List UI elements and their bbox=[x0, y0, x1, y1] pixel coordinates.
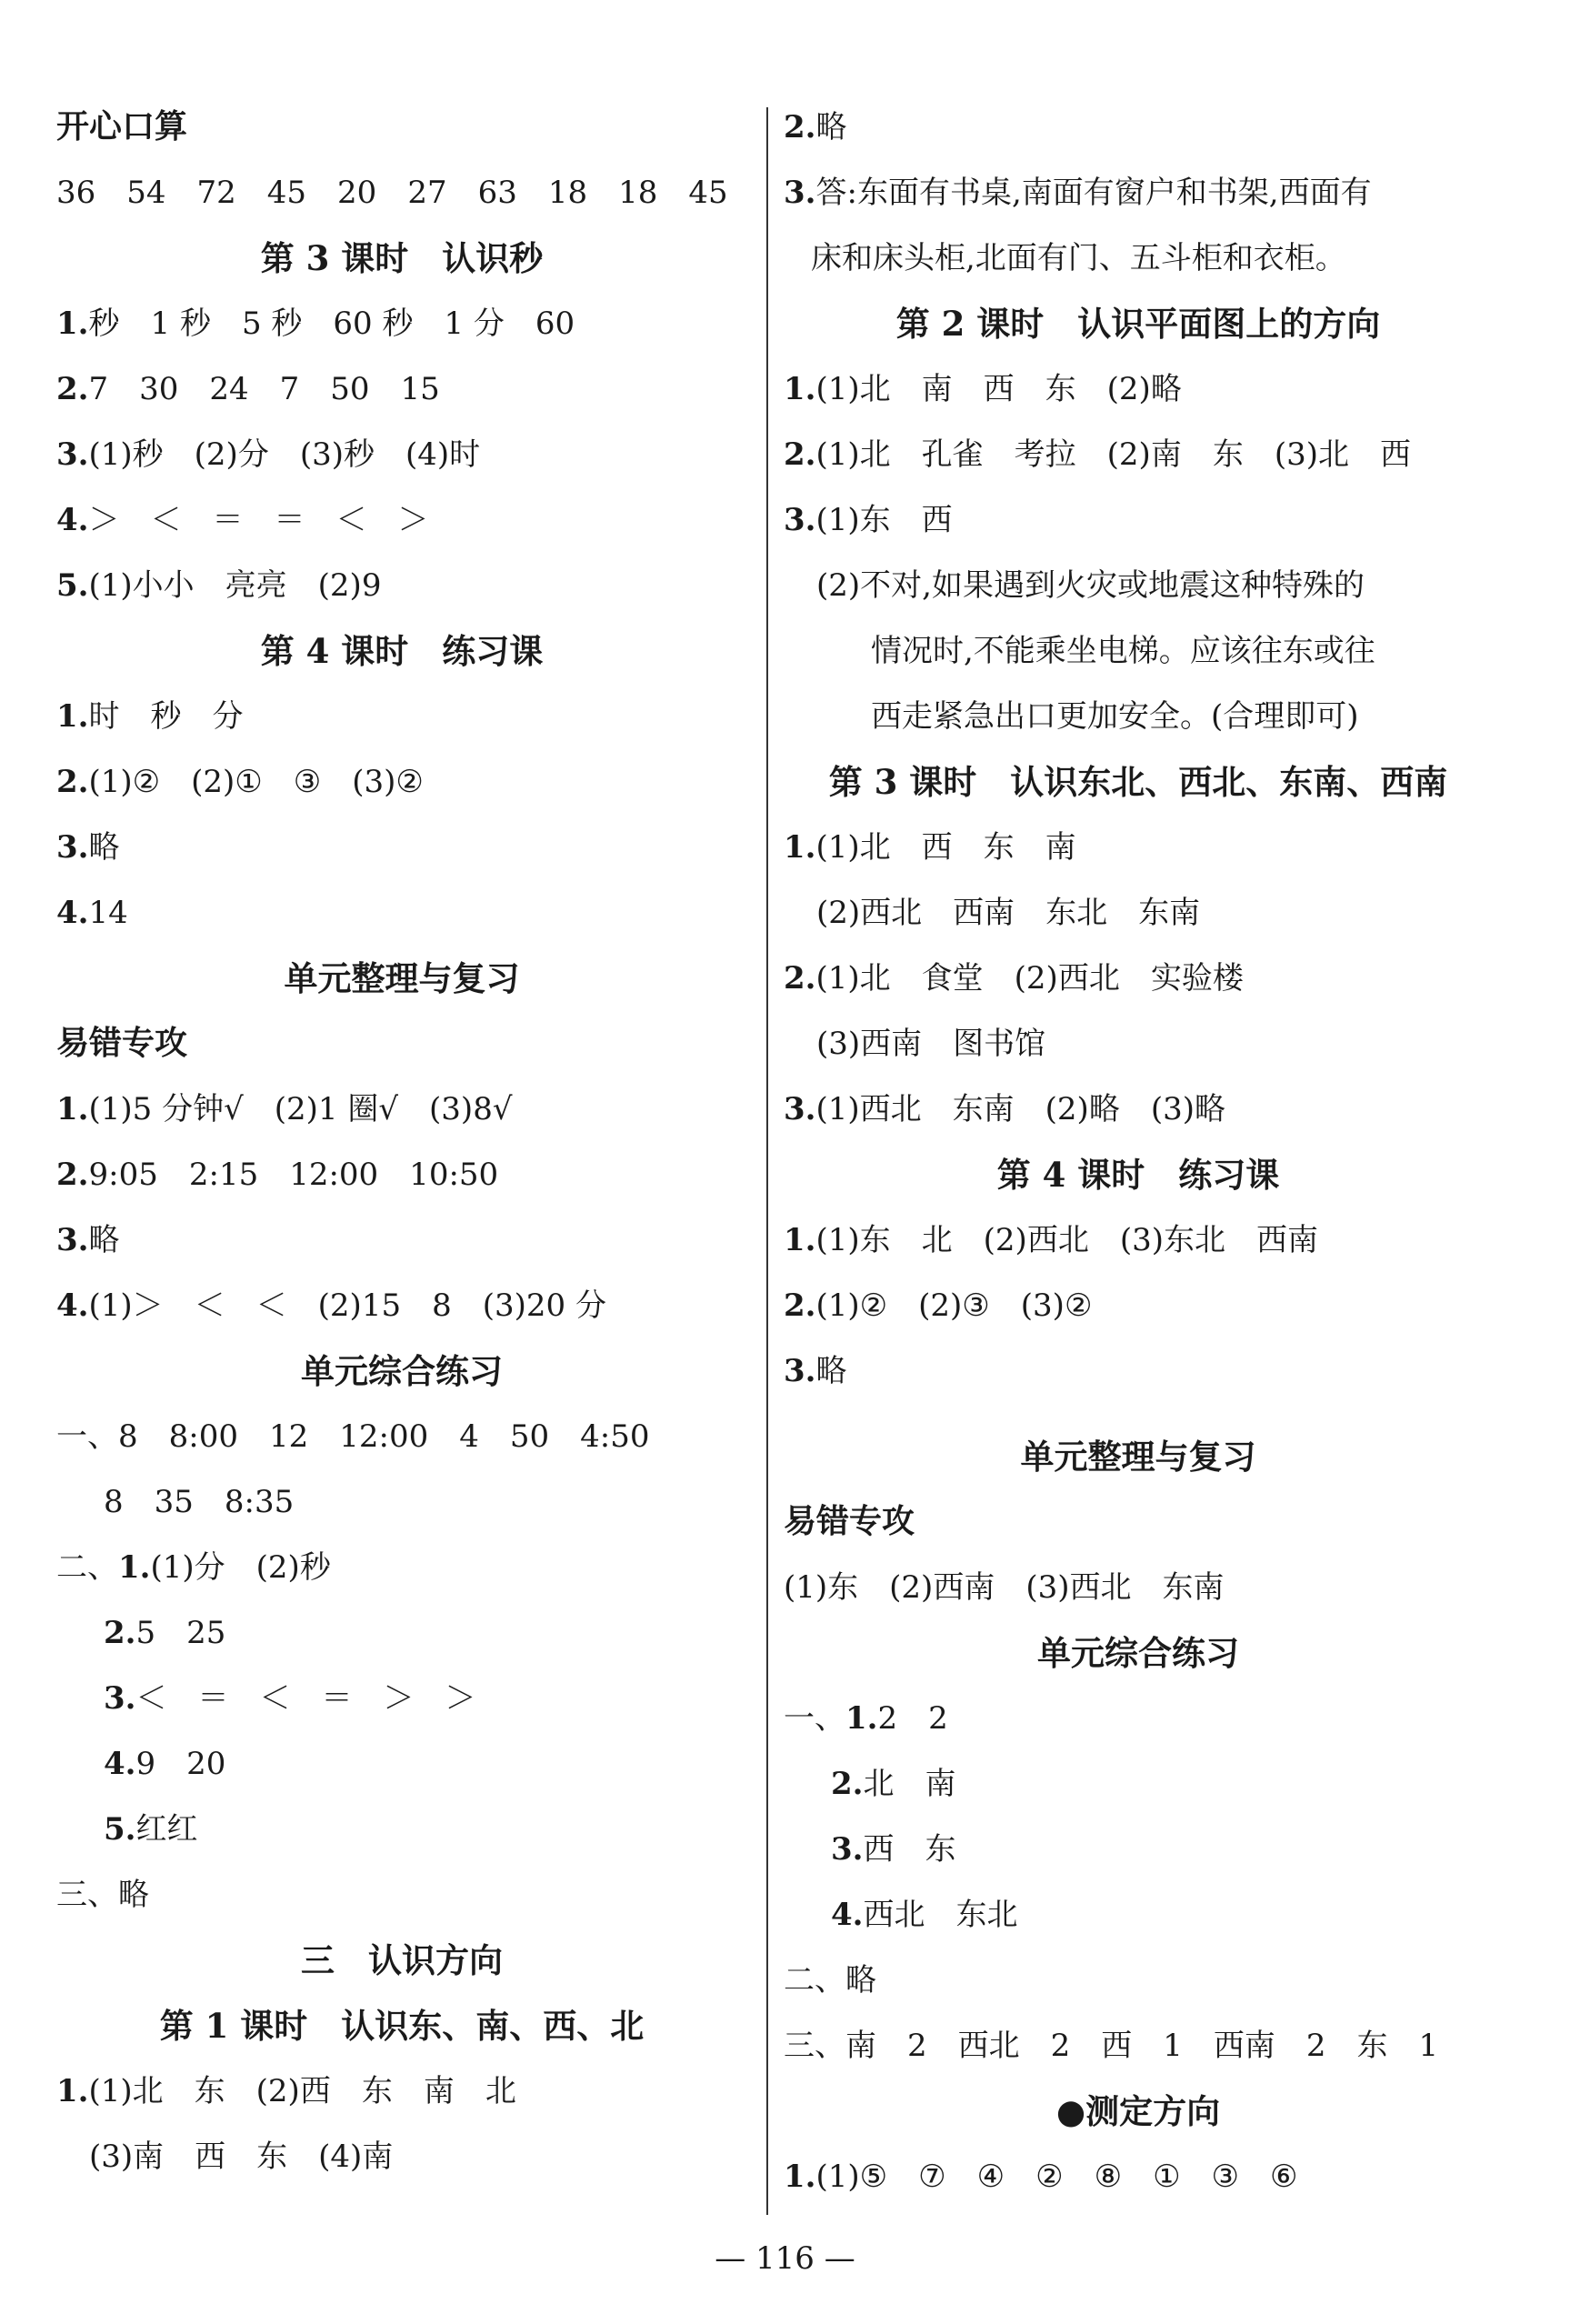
item-number: 3. bbox=[56, 829, 89, 866]
item-number: 5. bbox=[104, 1811, 136, 1848]
item-number: 4. bbox=[56, 502, 89, 538]
item-number: 4. bbox=[831, 1897, 864, 1933]
unit-heading: 单元整理与复习 bbox=[284, 958, 520, 998]
answer-line bbox=[56, 435, 480, 475]
answer-text: 西北 东北 bbox=[863, 1897, 1018, 1933]
answer-line bbox=[784, 1351, 847, 1391]
answer-line bbox=[784, 1286, 1092, 1326]
answer-text: (1)＞ ＜ ＜ (2)15 8 (3)20 分 bbox=[88, 1287, 606, 1324]
answer-text: 红红 bbox=[135, 1811, 198, 1848]
answer-text: (1)⑤ ⑦ ④ ② ⑧ ① ③ ⑥ bbox=[815, 2159, 1298, 2195]
answer-text: ＜ ＝ ＜ ＝ ＞ ＞ bbox=[135, 1680, 476, 1717]
answer-line bbox=[104, 1809, 198, 1849]
answer-text: (1)西北 东南 (2)略 (3)略 bbox=[815, 1091, 1225, 1127]
answer-text: 9:05 2:15 12:00 10:50 bbox=[88, 1157, 499, 1193]
answer-line: 8 35 8:35 bbox=[104, 1484, 295, 1520]
answer-text: 略 bbox=[88, 1222, 120, 1258]
answer-line bbox=[784, 435, 1411, 475]
answer-line bbox=[56, 304, 575, 344]
item-number: 1. bbox=[784, 829, 816, 866]
answer-text: 略 bbox=[815, 1353, 847, 1389]
answer-line bbox=[104, 1744, 225, 1784]
answer-line: 三、南 2 西北 2 西 1 西南 2 东 1 bbox=[784, 2028, 1439, 2064]
answer-line bbox=[784, 173, 1372, 213]
lesson-heading: 第 2 课时 认识平面图上的方向 bbox=[895, 304, 1381, 344]
section-title: 易错专攻 bbox=[56, 1025, 188, 1062]
answer-text: 略 bbox=[815, 109, 847, 145]
item-number: 1. bbox=[56, 1091, 89, 1127]
answer-line bbox=[784, 2157, 1298, 2197]
item-number: 2. bbox=[831, 1766, 864, 1802]
answer-line: 二、略 bbox=[784, 1962, 876, 1998]
answer-line bbox=[784, 1089, 1225, 1129]
answer-text: (1)小小 亮亮 (2)9 bbox=[88, 567, 382, 604]
answer-text: 5 25 bbox=[135, 1615, 226, 1651]
item-number: 4. bbox=[56, 1287, 89, 1324]
answer-line bbox=[104, 1613, 225, 1653]
answer-line bbox=[831, 1764, 956, 1804]
item-number: 3. bbox=[784, 1353, 816, 1389]
answer-text: 9 20 bbox=[135, 1746, 226, 1782]
item-number: 4. bbox=[104, 1746, 136, 1782]
item-number: 2. bbox=[56, 1157, 89, 1193]
item-number: 2. bbox=[784, 1287, 816, 1324]
answer-text: (1)秒 (2)分 (3)秒 (4)时 bbox=[88, 436, 481, 473]
item-number: 3. bbox=[56, 1222, 89, 1258]
answer-text: (1)② (2)① ③ (3)② bbox=[88, 764, 424, 800]
lesson-heading: 第 1 课时 认识东、南、西、北 bbox=[159, 2006, 645, 2046]
item-number: 2. bbox=[784, 960, 816, 997]
part-label: 一、 bbox=[784, 1700, 845, 1737]
item-number: 3. bbox=[784, 1091, 816, 1127]
item-number: 4. bbox=[56, 895, 89, 931]
answer-line bbox=[831, 1895, 1018, 1935]
lesson-heading: 第 3 课时 认识秒 bbox=[260, 238, 544, 278]
answer-line: 床和床头柜,北面有门、五斗柜和衣柜。 bbox=[811, 240, 1346, 276]
answer-text: (1)② (2)③ (3)② bbox=[815, 1287, 1093, 1324]
answer-line bbox=[56, 500, 429, 540]
answer-text: (1)分 (2)秒 bbox=[150, 1549, 331, 1586]
item-number: 1. bbox=[56, 698, 89, 735]
answer-line bbox=[784, 827, 1076, 867]
item-number: 2. bbox=[104, 1615, 136, 1651]
answer-line: (3)西南 图书馆 bbox=[816, 1026, 1046, 1062]
page-number: — 116 — bbox=[715, 2240, 855, 2277]
answer-line bbox=[784, 958, 1244, 998]
unit-heading: 单元综合练习 bbox=[301, 1351, 503, 1391]
item-number: 1. bbox=[784, 371, 816, 407]
item-number: 1. bbox=[56, 2073, 89, 2109]
section-title: 易错专攻 bbox=[784, 1503, 915, 1540]
item-number: 3. bbox=[104, 1680, 136, 1717]
item-number: 3. bbox=[56, 436, 89, 473]
answer-line bbox=[831, 1829, 956, 1869]
item-number: 2. bbox=[784, 109, 816, 145]
unit-heading: 单元综合练习 bbox=[1037, 1633, 1239, 1673]
unit-heading: 单元整理与复习 bbox=[1020, 1437, 1256, 1477]
answer-line: (2)不对,如果遇到火灾或地震这种特殊的 bbox=[816, 567, 1365, 604]
answer-text: (1)北 西 东 南 bbox=[815, 829, 1076, 866]
answer-line bbox=[784, 500, 953, 540]
item-number: 1. bbox=[56, 306, 89, 342]
answer-line: (3)南 西 东 (4)南 bbox=[89, 2139, 394, 2175]
answer-line bbox=[56, 1220, 120, 1260]
lesson-heading: 第 4 课时 练习课 bbox=[260, 631, 544, 671]
section-heading: ●测定方向 bbox=[1055, 2091, 1221, 2131]
item-number: 5. bbox=[56, 567, 89, 604]
answer-text: 秒 1 秒 5 秒 60 秒 1 分 60 bbox=[88, 306, 575, 342]
answer-line bbox=[56, 1155, 498, 1195]
answer-text: (1)东 西 bbox=[815, 502, 953, 538]
answer-line bbox=[56, 1286, 606, 1326]
answer-line bbox=[784, 1698, 948, 1738]
answer-text: (1)东 北 (2)西北 (3)东北 西南 bbox=[815, 1222, 1318, 1258]
answer-text: 时 秒 分 bbox=[88, 698, 244, 735]
answer-text: 西 东 bbox=[863, 1831, 956, 1868]
answer-line bbox=[56, 369, 440, 409]
part-label: 二、 bbox=[56, 1549, 118, 1586]
answer-line: 三、略 bbox=[56, 1877, 149, 1913]
item-number: 3. bbox=[784, 502, 816, 538]
item-number: 2. bbox=[784, 436, 816, 473]
answer-line bbox=[56, 1089, 513, 1129]
answer-text: 略 bbox=[88, 829, 120, 866]
answer-line: 西走紧急出口更加安全。(合理即可) bbox=[871, 698, 1359, 735]
answer-line bbox=[56, 566, 381, 606]
answer-line bbox=[104, 1678, 476, 1718]
answer-text: (1)5 分钟√ (2)1 圈√ (3)8√ bbox=[88, 1091, 513, 1127]
answer-text: (1)北 东 (2)西 东 南 北 bbox=[88, 2073, 516, 2109]
item-number: 2. bbox=[56, 764, 89, 800]
column-divider bbox=[766, 107, 768, 2215]
answer-text: 答:东面有书桌,南面有窗户和书架,西面有 bbox=[815, 175, 1372, 211]
item-number: 1. bbox=[784, 2159, 816, 2195]
answer-line: (1)东 (2)西南 (3)西北 东南 bbox=[784, 1569, 1225, 1606]
answer-text: (1)北 南 西 东 (2)略 bbox=[815, 371, 1182, 407]
answer-text: 7 30 24 7 50 15 bbox=[88, 371, 440, 407]
lesson-heading: 第 4 课时 练习课 bbox=[996, 1155, 1280, 1195]
item-number: 1. bbox=[784, 1222, 816, 1258]
answer-line: 一、8 8:00 12 12:00 4 50 4:50 bbox=[56, 1418, 650, 1455]
answer-line bbox=[784, 107, 847, 147]
item-number: 3. bbox=[784, 175, 816, 211]
answer-text: 2 2 bbox=[877, 1700, 948, 1737]
item-number: 1. bbox=[118, 1549, 151, 1586]
answer-line bbox=[56, 893, 128, 933]
section-title: 开心口算 bbox=[56, 108, 188, 145]
lesson-heading: 第 3 课时 认识东北、西北、东南、西南 bbox=[828, 762, 1448, 802]
answer-line: 情况时,不能乘坐电梯。应该往东或往 bbox=[871, 633, 1375, 669]
answer-text: 北 南 bbox=[863, 1766, 956, 1802]
item-number: 2. bbox=[56, 371, 89, 407]
answer-text: ＞ ＜ ＝ ＝ ＜ ＞ bbox=[88, 502, 429, 538]
answer-line: (2)西北 西南 东北 东南 bbox=[816, 895, 1201, 931]
answer-line bbox=[56, 2071, 516, 2111]
answer-line bbox=[56, 696, 244, 736]
answer-line bbox=[784, 369, 1182, 409]
chapter-heading: 三 认识方向 bbox=[301, 1940, 503, 1980]
answer-text: (1)北 食堂 (2)西北 实验楼 bbox=[815, 960, 1244, 997]
answer-line bbox=[784, 1220, 1318, 1260]
answer-line bbox=[56, 762, 424, 802]
answer-line: 36 54 72 45 20 27 63 18 18 45 bbox=[56, 175, 728, 211]
answer-line bbox=[56, 1548, 331, 1588]
answer-line bbox=[56, 827, 120, 867]
item-number: 1. bbox=[845, 1700, 878, 1737]
answer-text: (1)北 孔雀 考拉 (2)南 东 (3)北 西 bbox=[815, 436, 1411, 473]
answer-text: 14 bbox=[88, 895, 128, 931]
item-number: 3. bbox=[831, 1831, 864, 1868]
